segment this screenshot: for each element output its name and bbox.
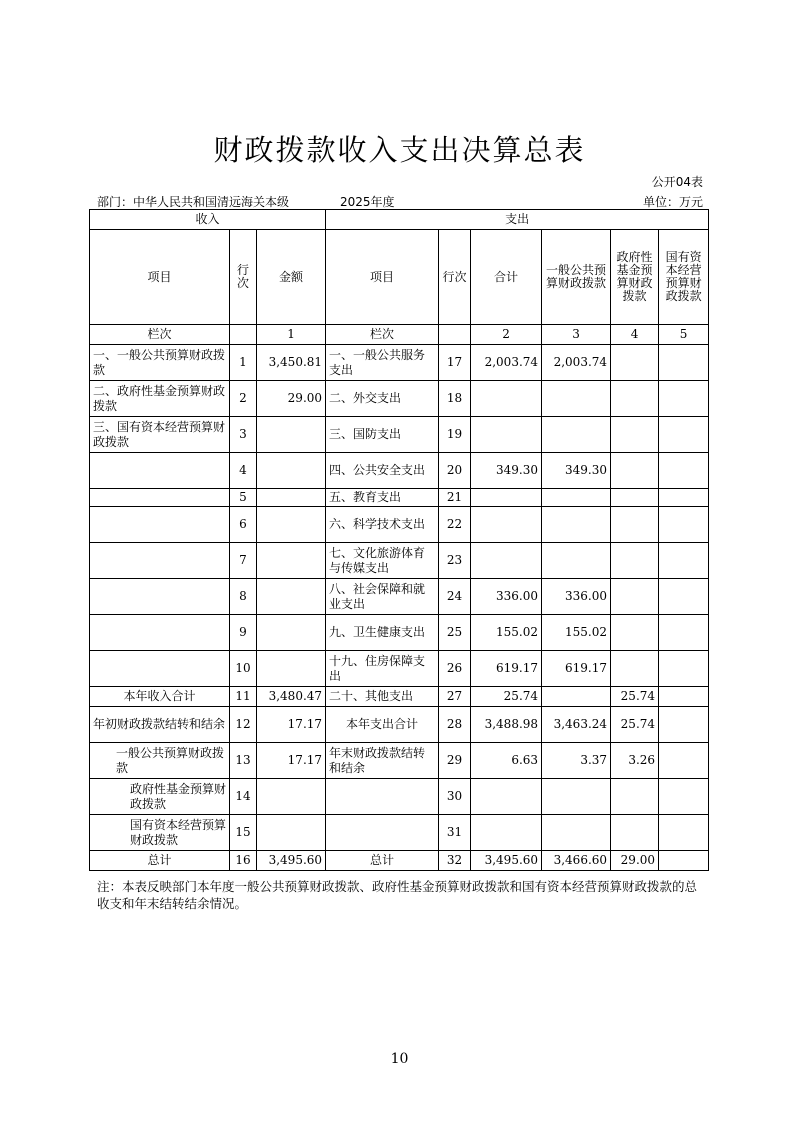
state-capital-cell: [659, 489, 709, 507]
income-row-no-cell: 8: [230, 579, 257, 615]
year-label: 2025年度: [340, 195, 395, 209]
col-number: 1: [257, 325, 326, 345]
income-amount-cell: [257, 815, 326, 851]
income-amount-cell: 3,480.47: [257, 687, 326, 707]
column-header-row: [90, 230, 709, 325]
income-item-cell: [90, 579, 230, 615]
income-amount-cell: 29.00: [257, 381, 326, 417]
income-amount-cell: [257, 453, 326, 489]
expense-item-cell: 九、卫生健康支出: [326, 615, 439, 651]
expense-row-no-cell: 24: [439, 579, 471, 615]
general-budget-cell: [542, 687, 611, 707]
table-row: [90, 707, 709, 743]
expense-item-cell: 四、公共安全支出: [326, 453, 439, 489]
income-row-no-cell: 3: [230, 417, 257, 453]
form-code: 公开04表: [651, 175, 703, 189]
state-capital-header: 国有资本经营预算财政拨款: [659, 230, 709, 325]
expense-total-cell: [471, 417, 542, 453]
expense-item-cell: 八、社会保障和就业支出: [326, 579, 439, 615]
total-header: 合计: [471, 230, 542, 325]
expense-row-no-cell: 29: [439, 743, 471, 779]
state-capital-cell: [659, 615, 709, 651]
expense-total-cell: [471, 507, 542, 543]
state-capital-cell: [659, 815, 709, 851]
expense-total-cell: 3,495.60: [471, 851, 542, 871]
state-capital-cell: [659, 579, 709, 615]
general-budget-cell: 3.37: [542, 743, 611, 779]
income-row-no-cell: 1: [230, 345, 257, 381]
gov-fund-cell: [611, 381, 659, 417]
expense-total-cell: [471, 779, 542, 815]
state-capital-cell: [659, 651, 709, 687]
gov-fund-cell: [611, 579, 659, 615]
income-amount-cell: [257, 507, 326, 543]
general-budget-cell: [542, 507, 611, 543]
gov-fund-cell: 25.74: [611, 707, 659, 743]
gov-fund-header: 政府性基金预算财政拨款: [611, 230, 659, 325]
col-number: 5: [659, 325, 709, 345]
state-capital-cell: [659, 707, 709, 743]
expense-item-cell: 本年支出合计: [326, 707, 439, 743]
gov-fund-cell: [611, 489, 659, 507]
general-budget-cell: 336.00: [542, 579, 611, 615]
income-item-cell: [90, 489, 230, 507]
income-item-cell: 年初财政拨款结转和结余: [90, 707, 230, 743]
expense-row-no-cell: 23: [439, 543, 471, 579]
expense-total-cell: 6.63: [471, 743, 542, 779]
income-amount-cell: [257, 579, 326, 615]
table-row: [90, 687, 709, 707]
general-budget-cell: [542, 381, 611, 417]
table-row: [90, 417, 709, 453]
table-row: [90, 381, 709, 417]
gov-fund-cell: [611, 507, 659, 543]
income-section-header: 收入: [90, 210, 326, 230]
state-capital-cell: [659, 743, 709, 779]
expense-item-cell: 六、科学技术支出: [326, 507, 439, 543]
expense-item-cell: [326, 779, 439, 815]
expense-row-no-header: 行次: [439, 230, 471, 325]
income-row-no-cell: 9: [230, 615, 257, 651]
gov-fund-cell: [611, 345, 659, 381]
income-row-no-cell: 11: [230, 687, 257, 707]
income-row-no-cell: 14: [230, 779, 257, 815]
income-amount-cell: [257, 615, 326, 651]
income-item-cell: 一、一般公共预算财政拨款: [90, 345, 230, 381]
expense-total-cell: 349.30: [471, 453, 542, 489]
expense-item-cell: 一、一般公共服务支出: [326, 345, 439, 381]
general-budget-header: 一般公共预算财政拨款: [542, 230, 611, 325]
expense-item-cell: 二、外交支出: [326, 381, 439, 417]
state-capital-cell: [659, 687, 709, 707]
gov-fund-cell: [611, 615, 659, 651]
table-row: [90, 579, 709, 615]
general-budget-cell: 2,003.74: [542, 345, 611, 381]
page-title: 财政拨款收入支出决算总表: [213, 133, 586, 167]
expense-total-cell: [471, 489, 542, 507]
general-budget-cell: [542, 815, 611, 851]
table-row: [90, 851, 709, 871]
state-capital-cell: [659, 417, 709, 453]
unit-label: 单位：万元: [642, 195, 703, 209]
income-item-cell: 国有资本经营预算财政拨款: [90, 815, 230, 851]
income-item-cell: [90, 507, 230, 543]
state-capital-cell: [659, 543, 709, 579]
income-amount-cell: [257, 489, 326, 507]
income-item-cell: 政府性基金预算财政拨款: [90, 779, 230, 815]
expense-item-cell: 三、国防支出: [326, 417, 439, 453]
expense-row-no-cell: 30: [439, 779, 471, 815]
gov-fund-cell: [611, 779, 659, 815]
table-row: [90, 651, 709, 687]
footnote: 注：本表反映部门本年度一般公共预算财政拨款、政府性基金预算财政拨款和国有资本经营预算财政拨款的总收支和年末结转结余情况。: [97, 879, 698, 911]
column-number-row: [90, 325, 709, 345]
blank-cell: [230, 325, 257, 345]
income-item-header: 项目: [90, 230, 230, 325]
expense-row-no-cell: 22: [439, 507, 471, 543]
gov-fund-cell: [611, 815, 659, 851]
lanci-label: 栏次: [90, 325, 230, 345]
gov-fund-cell: 25.74: [611, 687, 659, 707]
expense-item-cell: 二十、其他支出: [326, 687, 439, 707]
income-row-no-cell: 15: [230, 815, 257, 851]
expense-row-no-cell: 31: [439, 815, 471, 851]
state-capital-cell: [659, 345, 709, 381]
table-row: [90, 507, 709, 543]
general-budget-cell: [542, 779, 611, 815]
expense-row-no-cell: 21: [439, 489, 471, 507]
general-budget-cell: 3,466.60: [542, 851, 611, 871]
expense-row-no-cell: 32: [439, 851, 471, 871]
general-budget-cell: [542, 417, 611, 453]
income-amount-cell: [257, 779, 326, 815]
expense-item-header: 项目: [326, 230, 439, 325]
income-amount-cell: [257, 543, 326, 579]
expense-item-cell: [326, 815, 439, 851]
expense-total-cell: 155.02: [471, 615, 542, 651]
expense-section-header: 支出: [326, 210, 709, 230]
income-item-cell: 一般公共预算财政拨款: [90, 743, 230, 779]
amount-header: 金额: [257, 230, 326, 325]
gov-fund-cell: 29.00: [611, 851, 659, 871]
expense-row-no-cell: 28: [439, 707, 471, 743]
state-capital-cell: [659, 779, 709, 815]
income-amount-cell: 17.17: [257, 743, 326, 779]
gov-fund-cell: [611, 417, 659, 453]
general-budget-cell: 3,463.24: [542, 707, 611, 743]
income-row-no-cell: 6: [230, 507, 257, 543]
income-item-cell: [90, 453, 230, 489]
expense-total-cell: 619.17: [471, 651, 542, 687]
income-amount-cell: 3,450.81: [257, 345, 326, 381]
page-number: 10: [390, 1051, 409, 1067]
income-row-no-header: 行次: [230, 230, 257, 325]
table-row: [90, 489, 709, 507]
state-capital-cell: [659, 507, 709, 543]
expense-total-cell: 2,003.74: [471, 345, 542, 381]
table-row: [90, 543, 709, 579]
income-item-cell: 三、国有资本经营预算财政拨款: [90, 417, 230, 453]
expense-row-no-cell: 25: [439, 615, 471, 651]
income-row-no-cell: 13: [230, 743, 257, 779]
expense-item-cell: 总计: [326, 851, 439, 871]
income-row-no-cell: 2: [230, 381, 257, 417]
general-budget-cell: 619.17: [542, 651, 611, 687]
expense-row-no-cell: 20: [439, 453, 471, 489]
table-row: [90, 453, 709, 489]
income-amount-cell: 17.17: [257, 707, 326, 743]
income-item-cell: [90, 615, 230, 651]
gov-fund-cell: [611, 651, 659, 687]
income-row-no-cell: 12: [230, 707, 257, 743]
expense-total-cell: 336.00: [471, 579, 542, 615]
expense-row-no-cell: 27: [439, 687, 471, 707]
state-capital-cell: [659, 381, 709, 417]
expense-row-no-cell: 18: [439, 381, 471, 417]
income-amount-cell: [257, 651, 326, 687]
section-header-row: [90, 210, 709, 230]
table-row: [90, 779, 709, 815]
table-row: [90, 743, 709, 779]
col-number: 4: [611, 325, 659, 345]
gov-fund-cell: [611, 453, 659, 489]
income-row-no-cell: 4: [230, 453, 257, 489]
gov-fund-cell: 3.26: [611, 743, 659, 779]
expense-total-cell: 25.74: [471, 687, 542, 707]
table-row: [90, 615, 709, 651]
table-row: [90, 815, 709, 851]
budget-table: [89, 209, 709, 871]
income-item-cell: 本年收入合计: [90, 687, 230, 707]
expense-total-cell: 3,488.98: [471, 707, 542, 743]
income-item-cell: 二、政府性基金预算财政拨款: [90, 381, 230, 417]
general-budget-cell: [542, 489, 611, 507]
expense-item-cell: 年末财政拨款结转和结余: [326, 743, 439, 779]
gov-fund-cell: [611, 543, 659, 579]
lanci-label: 栏次: [326, 325, 439, 345]
expense-row-no-cell: 26: [439, 651, 471, 687]
income-row-no-cell: 10: [230, 651, 257, 687]
department-label: 部门：中华人民共和国清远海关本级: [97, 195, 290, 209]
income-item-cell: 总计: [90, 851, 230, 871]
income-amount-cell: [257, 417, 326, 453]
income-amount-cell: 3,495.60: [257, 851, 326, 871]
income-row-no-cell: 16: [230, 851, 257, 871]
income-row-no-cell: 5: [230, 489, 257, 507]
expense-total-cell: [471, 815, 542, 851]
income-item-cell: [90, 543, 230, 579]
general-budget-cell: 349.30: [542, 453, 611, 489]
general-budget-cell: 155.02: [542, 615, 611, 651]
state-capital-cell: [659, 851, 709, 871]
income-item-cell: [90, 651, 230, 687]
expense-total-cell: [471, 381, 542, 417]
table-row: [90, 345, 709, 381]
expense-item-cell: 五、教育支出: [326, 489, 439, 507]
income-row-no-cell: 7: [230, 543, 257, 579]
expense-item-cell: 十九、住房保障支出: [326, 651, 439, 687]
expense-row-no-cell: 17: [439, 345, 471, 381]
expense-item-cell: 七、文化旅游体育与传媒支出: [326, 543, 439, 579]
expense-total-cell: [471, 543, 542, 579]
blank-cell: [439, 325, 471, 345]
state-capital-cell: [659, 453, 709, 489]
col-number: 2: [471, 325, 542, 345]
expense-row-no-cell: 19: [439, 417, 471, 453]
general-budget-cell: [542, 543, 611, 579]
col-number: 3: [542, 325, 611, 345]
